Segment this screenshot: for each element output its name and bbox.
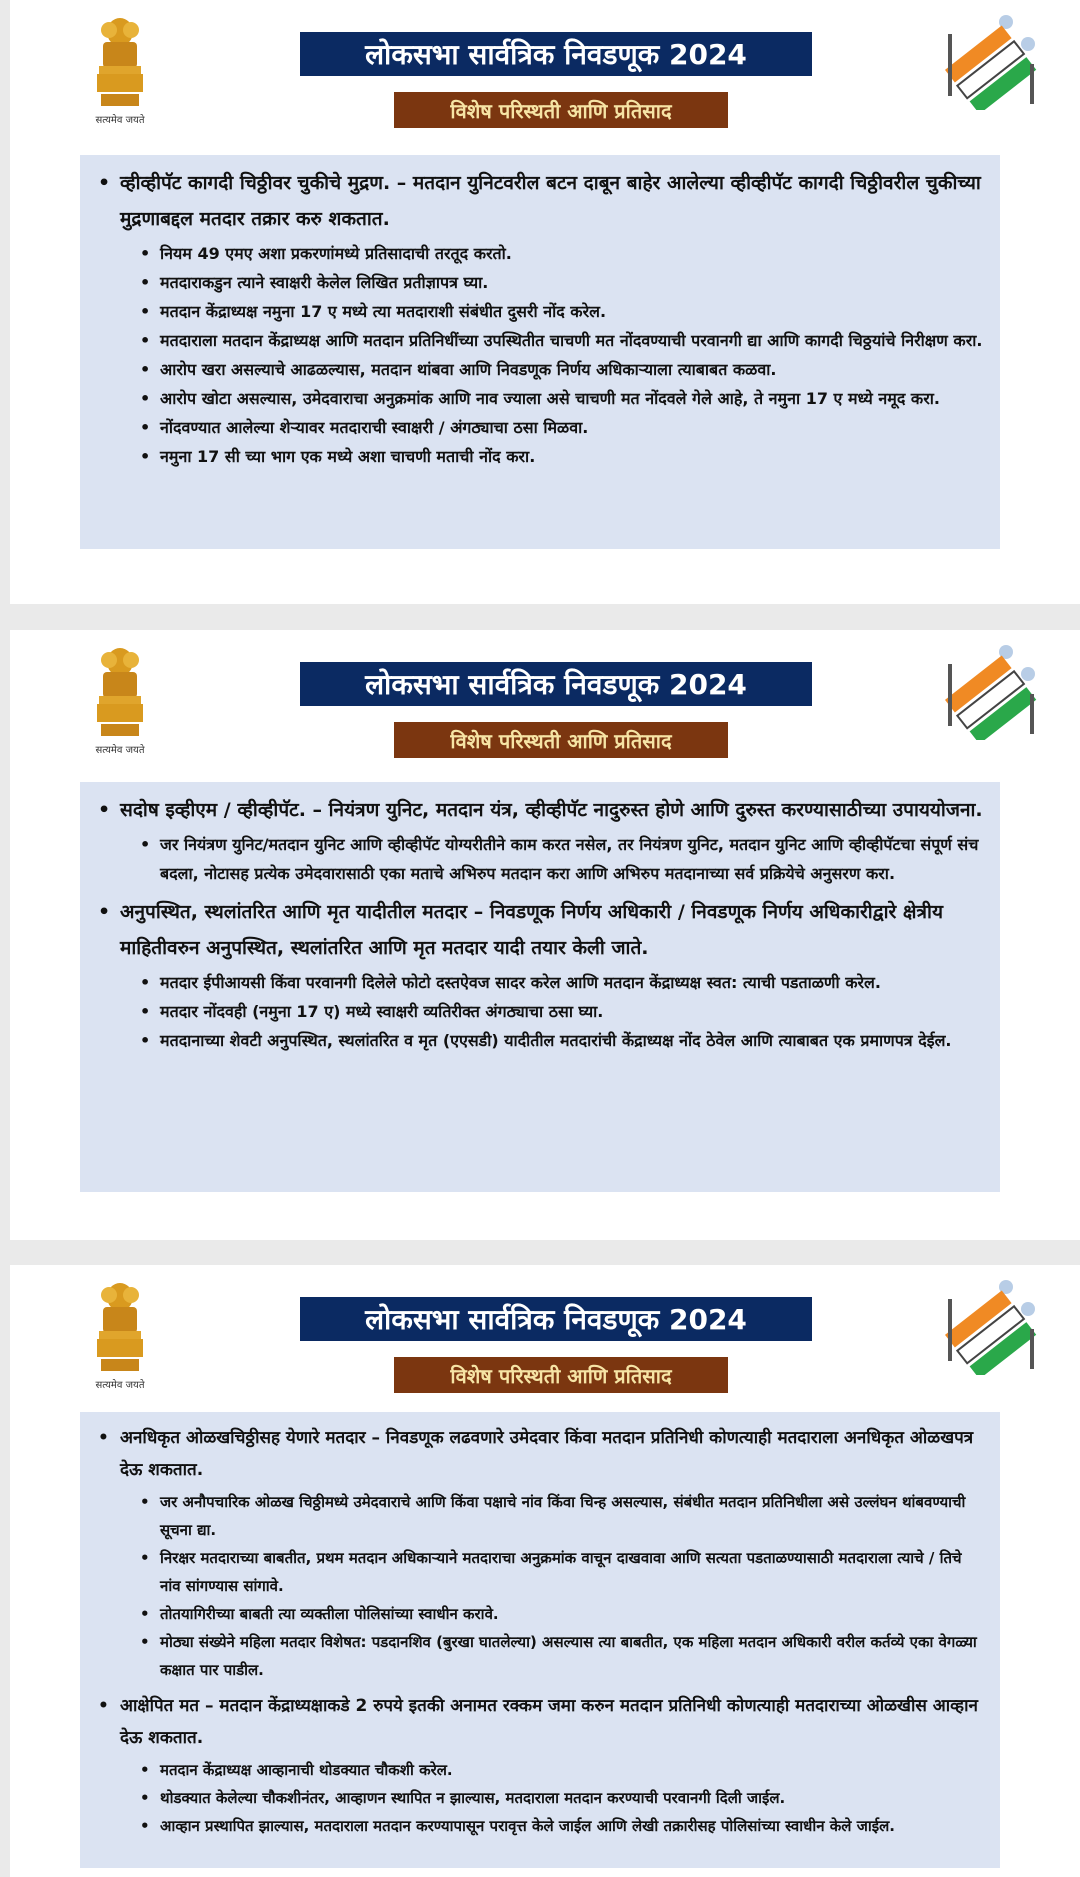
list-item: • मतदान केंद्राध्यक्ष आव्हानाची थोडक्यात चौकशी करेल. [120, 1756, 984, 1784]
election-commission-logo-icon [940, 644, 1040, 740]
list-item: • नमुना 17 सी च्या भाग एक मध्ये अशा चाचणी मताची नोंद करा. [120, 442, 984, 471]
section-item [94, 165, 984, 471]
ashoka-emblem [78, 644, 162, 756]
emblem-motto: सत्यमेव जयते [95, 745, 145, 756]
list-item: • आरोप खोटा असल्यास, उमेदवाराचा अनुक्रमांक आणि नाव ज्याला असे चाचणी मत नोंदवले गेले आहे, ते नमुना 17 ए मध्ये नमूद करा. [120, 384, 984, 413]
section-item [94, 792, 984, 888]
page-subtitle: विशेष परिस्थती आणि प्रतिसाद [394, 1357, 728, 1393]
election-commission-logo-icon [940, 14, 1040, 110]
section-item [94, 894, 984, 1055]
section-item [94, 1690, 984, 1840]
list-item: • थोडक्यात केलेल्या चौकशीनंतर, आव्हाणन स्थापित न झाल्यास, मतदाराला मतदान करण्याची परवानगी दिली जाईल. [120, 1784, 984, 1812]
list-item: • मोठ्या संख्येने महिला मतदार विशेषत: पडदानशिव (बुरखा घातलेल्या) असल्यास त्या बाबतीत, एक महिला मतदान अधिकारी वरील कर्तव्ये एका वेगळ्या कक्षात पार पाडील. [120, 1628, 984, 1684]
ashoka-emblem-icon [89, 644, 151, 740]
page-subtitle: विशेष परिस्थती आणि प्रतिसाद [394, 722, 728, 758]
slide-3 [10, 1265, 1080, 1877]
list-item: • मतदार नोंदवही (नमुना 17 ए) मध्ये स्वाक्षरी व्यतिरीक्त अंगठ्याचा ठसा घ्या. [120, 997, 984, 1026]
list-item: • आरोप खरा असल्याचे आढळल्यास, मतदान थांबवा आणि निवडणूक निर्णय अधिकाऱ्याला त्याबाबत कळवा. [120, 355, 984, 384]
page-title: लोकसभा सार्वत्रिक निवडणूक 2024 [300, 662, 812, 706]
list-item: • मतदाराला मतदान केंद्राध्यक्ष आणि मतदान प्रतिनिधींच्या उपस्थितीत चाचणी मत नोंदवण्याची परवानगी द्या आणि कागदी चिठ्ठयांचे निरीक्षण करा. [120, 326, 984, 355]
section-heading: सदोष इव्हीएम / व्हीव्हीपॅट. – नियंत्रण युनिट, मतदान यंत्र, व्हीव्हीपॅट नादुरुस्त होणे आणि दुरुस्त करण्यासाठीच्या उपाययोजना. [120, 799, 983, 821]
ashoka-emblem-icon [89, 1279, 151, 1375]
list-item: • निरक्षर मतदाराच्या बाबतीत, प्रथम मतदान अधिकाऱ्याने मतदाराचा अनुक्रमांक वाचून दाखवावा आणि सत्यता पडताळण्यासाठी मतदाराला त्याचे / तिचे नांव सांगण्यास सांगावे. [120, 1544, 984, 1600]
list-item: • मतदाराकडुन त्याने स्वाक्षरी केलेल लिखित प्रतीज्ञापत्र घ्या. [120, 268, 984, 297]
section-heading: आक्षेपित मत – मतदान केंद्राध्यक्षाकडे 2 रुपये इतकी अनामत रक्कम जमा करुन मतदान प्रतिनिधी कोणत्याही मतदाराच्या ओळखीस आव्हान देऊ शकतात. [120, 1696, 978, 1748]
list-item: • आव्हान प्रस्थापित झाल्यास, मतदाराला मतदान करण्यापासून परावृत्त केले जाईल आणि लेखी तक्रारीसह पोलिसांच्या स्वाधीन केले जाईल. [120, 1812, 984, 1840]
list-item: • तोतयागिरीच्या बाबती त्या व्यक्तीला पोलिसांच्या स्वाधीन करावे. [120, 1600, 984, 1628]
section-heading: व्हीव्हीपॅट कागदी चिठ्ठीवर चुकीचे मुद्रण. – मतदान युनिटवरील बटन दाबून बाहेर आलेल्या व्हीव्हीपॅट कागदी चिठ्ठीवरील चुकीच्या मुद्रणाबद्दल मतदार तक्रार करु शकतात. [120, 172, 981, 230]
ashoka-emblem [78, 1279, 162, 1391]
content-panel [80, 1412, 1000, 1868]
section-heading: अनधिकृत ओळखचिठ्ठीसह येणारे मतदार – निवडणूक लढवणारे उमेदवार किंवा मतदान प्रतिनिधी कोणत्याही मतदाराला अनधिकृत ओळखपत्र देऊ शकतात. [120, 1428, 974, 1480]
slide-2 [10, 630, 1080, 1240]
ashoka-emblem [78, 14, 162, 126]
section-heading: अनुपस्थित, स्थलांतरित आणि मृत यादीतील मतदार – निवडणूक निर्णय अधिकारी / निवडणूक निर्णय अधिकारीद्वारे क्षेत्रीय माहितीवरुन अनुपस्थित, स्थलांतरित आणि मृत मतदार यादी तयार केली जाते. [120, 901, 943, 959]
emblem-motto: सत्यमेव जयते [95, 115, 145, 126]
list-item: • मतदान केंद्राध्यक्ष नमुना 17 ए मध्ये त्या मतदाराशी संबंधीत दुसरी नोंद करेल. [120, 297, 984, 326]
list-item: • नियम 49 एमए अशा प्रकरणांमध्ये प्रतिसादाची तरतूद करतो. [120, 239, 984, 268]
content-panel [80, 782, 1000, 1192]
election-commission-logo-icon [940, 1279, 1040, 1375]
page-title: लोकसभा सार्वत्रिक निवडणूक 2024 [300, 32, 812, 76]
page-title: लोकसभा सार्वत्रिक निवडणूक 2024 [300, 1297, 812, 1341]
list-item: • मतदानाच्या शेवटी अनुपस्थित, स्थलांतरित व मृत (एएसडी) यादीतील मतदारांची केंद्राध्यक्ष नोंद ठेवेल आणि त्याबाबत एक प्रमाणपत्र देईल. [120, 1026, 984, 1055]
section-item [94, 1422, 984, 1684]
list-item: • नोंदवण्यात आलेल्या शेऱ्यावर मतदाराची स्वाक्षरी / अंगठ्याचा ठसा मिळवा. [120, 413, 984, 442]
emblem-motto: सत्यमेव जयते [95, 1380, 145, 1391]
list-item: • मतदार ईपीआयसी किंवा परवानगी दिलेले फोटो दस्तऐवज सादर करेल आणि मतदान केंद्राध्यक्ष स्वत: त्याची पडताळणी करेल. [120, 968, 984, 997]
page-subtitle: विशेष परिस्थती आणि प्रतिसाद [394, 92, 728, 128]
list-item: • जर अनौपचारिक ओळख चिठ्ठीमध्ये उमेदवाराचे आणि किंवा पक्षाचे नांव किंवा चिन्ह असल्यास, संबंधीत मतदान प्रतिनिधीला असे उल्लंघन थांबवण्याची सूचना द्या. [120, 1488, 984, 1544]
content-panel [80, 155, 1000, 549]
list-item: • जर नियंत्रण युनिट/मतदान युनिट आणि व्हीव्हीपॅट योग्यरीतीने काम करत नसेल, तर नियंत्रण युनिट, मतदान युनिट आणि व्हीव्हीपॅटचा संपूर्ण संच बदला, नोटासह प्रत्येक उमेदवारासाठी एका मताचे अभिरुप मतदान करा आणि अभिरुप मतदानाच्या सर्व प्रक्रियेचे अनुसरण करा. [120, 830, 984, 888]
ashoka-emblem-icon [89, 14, 151, 110]
slide-1 [10, 0, 1080, 604]
